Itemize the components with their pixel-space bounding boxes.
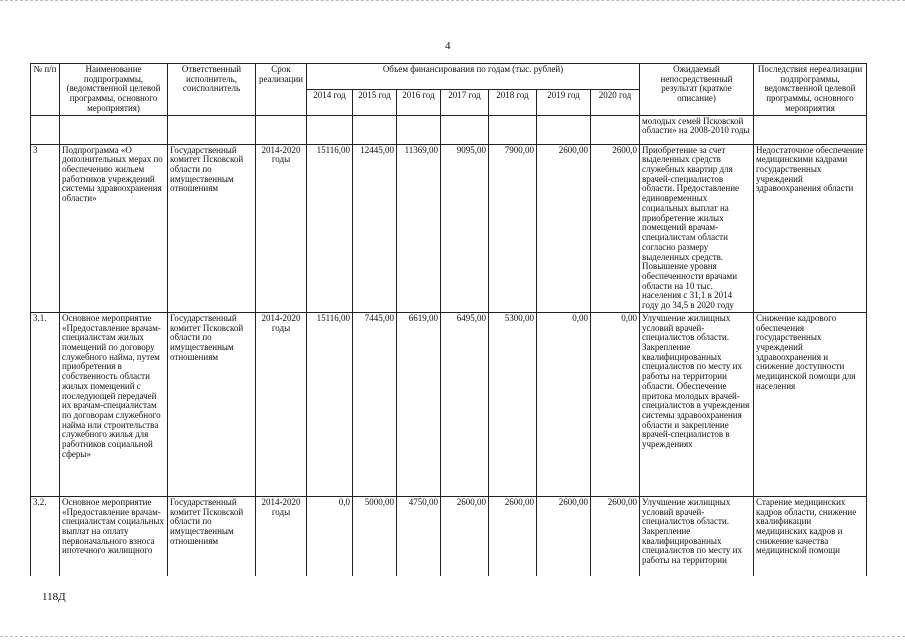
row-name: Основное мероприятие «Предоставление врачам-специалистам жилых помещений по договору служебного найма, путем приобретения в собственность области жилых помещений с последующей передачей их врачам-специалистам по договорам служебного найма или строительства служебного жилья для работников социальной сферы»	[60, 312, 168, 496]
row-num: 3.1.	[31, 312, 60, 496]
row-value: 2600,00	[537, 144, 591, 312]
row-value: 2600,00	[441, 496, 489, 576]
row-num: 3.2.	[31, 496, 60, 576]
col-header-name: Наименование подпрограммы, (ведомственной целевой программы, основного мероприятия)	[60, 64, 168, 116]
col-header-responsible: Ответственный исполнитель, соисполнитель	[168, 64, 256, 116]
row-name: Основное мероприятие «Предоставление врачам-специалистам социальных выплат на оплату первоначального взноса ипотечного жилищного	[60, 496, 168, 576]
row-value: 2600,00	[591, 496, 640, 576]
row-value: 2600,00	[537, 496, 591, 576]
page-number: 4	[445, 40, 451, 52]
col-header-num: № п/п	[31, 64, 60, 116]
row-value: 11369,00	[397, 144, 441, 312]
scan-bottom-edge	[0, 636, 905, 637]
row-consequences: Старение медицинских кадров области, снижение квалификации медицинских кадров и снижение качества медицинской помощи	[754, 496, 867, 576]
row-value: 5000,00	[353, 496, 397, 576]
col-header-year: 2019 год	[537, 89, 591, 115]
program-table	[30, 63, 867, 576]
continuation-row	[31, 115, 867, 144]
row-name: Подпрограмма «О дополнительных мерах по обеспечению жильем работников учреждений системы здравоохранения области»	[60, 144, 168, 312]
row-value: 0,00	[591, 312, 640, 496]
table-row	[31, 312, 867, 496]
col-header-year: 2015 год	[353, 89, 397, 115]
scan-top-edge	[0, 0, 905, 1]
col-header-funding: Объем финансирования по годам (тыс. рублей)	[307, 64, 640, 90]
row-value: 6495,00	[441, 312, 489, 496]
row-value: 9095,00	[441, 144, 489, 312]
continuation-text: молодых семей Псковской области» на 2008-2010 годы	[640, 115, 754, 144]
row-term: 2014-2020 годы	[256, 496, 307, 576]
row-expected: Приобретение за счет выделенных средств служебных квартир для врачей-специалистов области. Предоставление единовременных социальных выплат на приобретение жилых помещений врачам-специалистам области согласно размеру выделенных средств. Повышение уровня обеспеченности врачами области на 10 тыс. населения с 31,1 в 2014 году до 34,5 в 2020 году	[640, 144, 754, 312]
table-row	[31, 496, 867, 576]
col-header-term: Срок реализации	[256, 64, 307, 116]
row-consequences: Снижение кадрового обеспечения государственных учреждений здравоохранения и снижение доступности медицинской помощи для населения	[754, 312, 867, 496]
col-header-expected: Ожидаемый непосредственный результат (краткое описание)	[640, 64, 754, 116]
col-header-year: 2017 год	[441, 89, 489, 115]
row-term: 2014-2020 годы	[256, 312, 307, 496]
col-header-year: 2014 год	[307, 89, 353, 115]
col-header-year: 2020 год	[591, 89, 640, 115]
row-value: 7445,00	[353, 312, 397, 496]
col-header-consequences: Последствия нереализации подпрограммы, ведомственной целевой программы, основного мероприятия	[754, 64, 867, 116]
row-consequences: Недостаточное обеспечение медицинскими кадрами государственных учреждений здравоохранения области	[754, 144, 867, 312]
row-responsible: Государственный комитет Псковской области по имущественным отношениям	[168, 312, 256, 496]
row-value: 0,00	[537, 312, 591, 496]
row-value: 2600,0	[591, 144, 640, 312]
row-value: 15116,00	[307, 312, 353, 496]
table-row	[31, 144, 867, 312]
row-num: 3	[31, 144, 60, 312]
col-header-year: 2018 год	[489, 89, 537, 115]
row-value: 0,0	[307, 496, 353, 576]
footer-code: 118Д	[42, 591, 66, 603]
header-row	[31, 64, 867, 90]
row-value: 12445,00	[353, 144, 397, 312]
row-value: 4750,00	[397, 496, 441, 576]
row-responsible: Государственный комитет Псковской области по имущественным отношениям	[168, 144, 256, 312]
row-value: 5300,00	[489, 312, 537, 496]
row-value: 7900,00	[489, 144, 537, 312]
row-term: 2014-2020 годы	[256, 144, 307, 312]
row-value: 2600,00	[489, 496, 537, 576]
row-expected: Улучшение жилищных условий врачей-специалистов области. Закрепление квалифицированных специалистов по месту их работы на территории области. Обеспечение притока молодых врачей-специалистов в учреждения системы здравоохранения области и закрепление врачей-специалистов в учреждениях	[640, 312, 754, 496]
row-expected: Улучшение жилищных условий врачей-специалистов области. Закрепление квалифицированных специалистов по месту их работы на территории	[640, 496, 754, 576]
row-responsible: Государственный комитет Псковской области по имущественным отношениям	[168, 496, 256, 576]
row-value: 6619,00	[397, 312, 441, 496]
row-value: 15116,00	[307, 144, 353, 312]
col-header-year: 2016 год	[397, 89, 441, 115]
